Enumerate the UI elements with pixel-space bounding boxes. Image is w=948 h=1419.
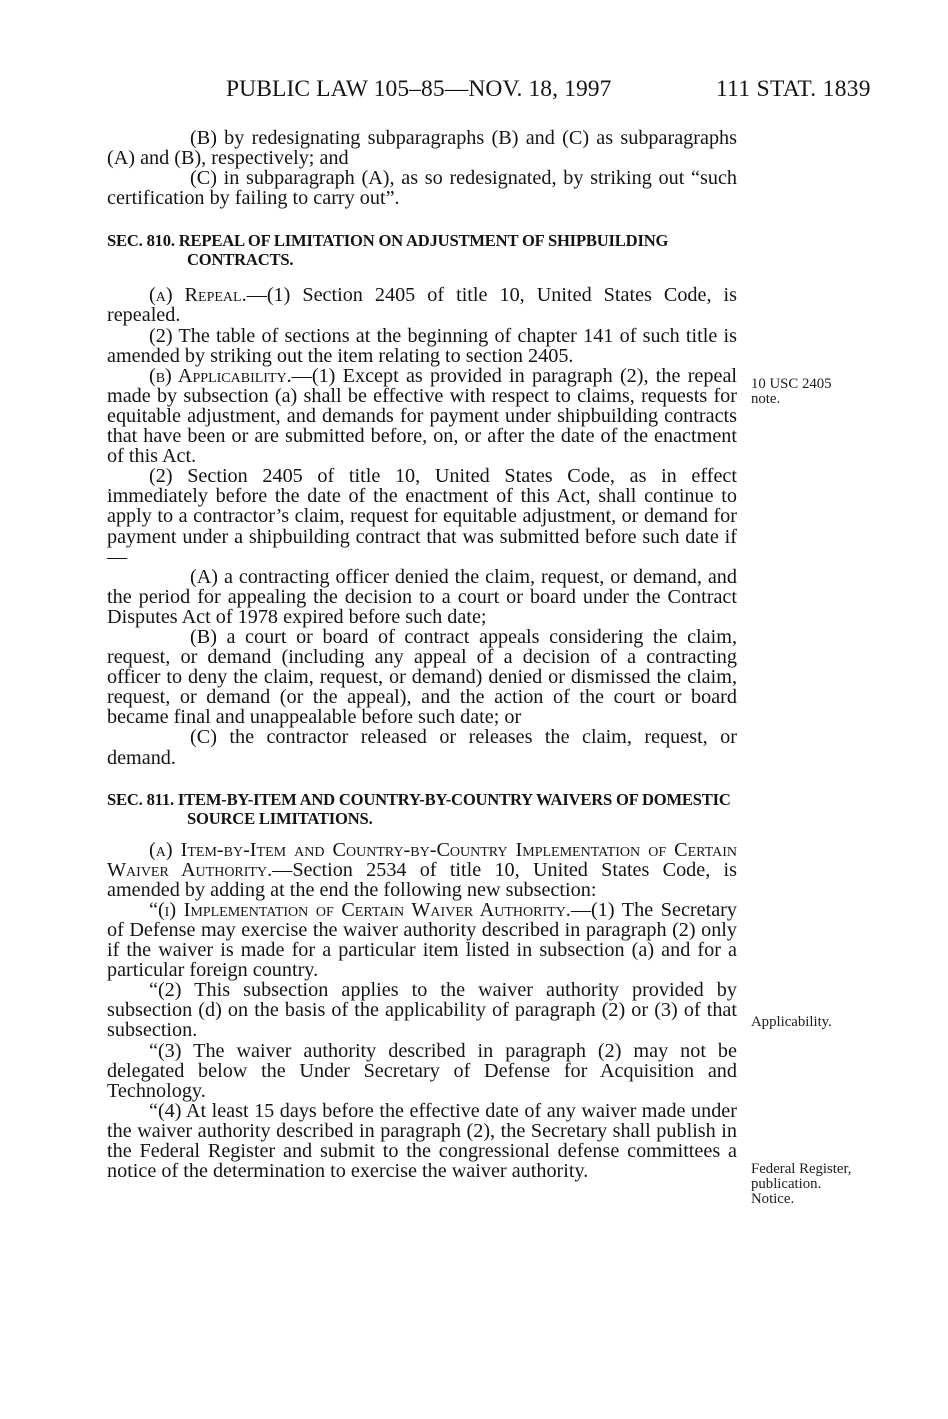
sec810-b-label: (b) Applicability.: [149, 364, 292, 387]
public-law-title: PUBLIC LAW 105–85—NOV. 18, 1997: [226, 76, 612, 102]
sec811-i1: [107, 900, 737, 980]
sec810-a2: (2) The table of sections at the beginning of chapter 141 of such title is amended by striking out the item relating to section 2405.: [107, 324, 737, 367]
margin-note-fr-line1: Federal Register,: [751, 1161, 852, 1177]
sec810-clause-c: (C) the contractor released or releases the claim, request, or demand.: [107, 726, 737, 769]
paragraph-c-striking: (C) in subparagraph (A), as so redesignated, by striking out “such certification by failing to carry out”.: [107, 167, 737, 210]
section-811-heading: SEC. 811. ITEM-BY-ITEM AND COUNTRY-BY-COUNTRY WAIVERS OF DOMESTIC SOURCE LIMITATIONS.: [107, 789, 731, 828]
sec811-i4: “(4) At least 15 days before the effective date of any waiver made under the waiver authority described in paragraph (2), the Secretary shall publish in the Federal Register and submit to the congressional defense committees a notice of the determination to exercise the waiver authority.: [107, 1099, 737, 1183]
sec810-clause-a: (A) a contracting officer denied the claim, request, or demand, and the period for appealing the decision to a court or board under the Contract Disputes Act of 1978 expired before such date;: [107, 565, 737, 628]
sec811-i2: “(2) This subsection applies to the waiver authority provided by subsection (d) on the basis of the applicability of paragraph (2) or (3) of that subsection.: [107, 979, 737, 1042]
sec810-b1: [107, 366, 737, 466]
sec811-i3: “(3) The waiver authority described in paragraph (2) may not be delegated below the Under Secretary of Defense for Acquisition and Technology.: [107, 1039, 737, 1102]
margin-note-federal-register: [751, 1162, 852, 1207]
margin-note-fr-line2: publication.: [751, 1176, 822, 1192]
statute-page-number: 111 STAT. 1839: [716, 76, 871, 102]
sec811-i-label: “(i) Implementation of Certain Waiver Authority.: [149, 898, 571, 921]
section-810-heading: SEC. 810. REPEAL OF LIMITATION ON ADJUSTMENT OF SHIPBUILDING CONTRACTS.: [107, 231, 669, 270]
margin-note-usc-line1: 10 USC 2405: [751, 376, 832, 392]
sec810-b2: (2) Section 2405 of title 10, United States Code, as in effect immediately before the date of the enactment of this Act, shall continue to apply to a contractor’s claim, request for equitable adjustment, or demand for payment under a shipbuilding contract that was submitted before such date if—: [107, 465, 737, 568]
margin-note-applicability: Applicability.: [751, 1014, 832, 1030]
margin-note-fr-line3: Notice.: [751, 1191, 795, 1207]
paragraph-b-redesignate: (B) by redesignating subparagraphs (B) and (C) as subparagraphs (A) and (B), respectively; and: [107, 127, 737, 170]
sec811-i1-text: —(1) The Secretary of Defense may exercise the waiver authority described in paragraph (2) only if the waiver is made for a particular item listed in subsection (a) and for a particular foreign country.: [107, 898, 738, 982]
sec811-a: [107, 840, 737, 900]
page-header: [0, 76, 948, 108]
margin-note-usc-line2: note.: [751, 391, 781, 407]
margin-note-usc: [751, 377, 832, 407]
sec811-a-text: —Section 2534 of title 10, United States Code, is amended by adding at the end the following new subsection:: [107, 858, 737, 901]
sec810-a1: [107, 285, 737, 325]
sec810-b1-text: —(1) Except as provided in paragraph (2), the repeal made by subsection (a) shall be effective with respect to claims, requests for equitable adjustment, and demands for payment under shipbuilding contracts that have been or are submitted before, on, or after the date of the enactment of this Act.: [107, 364, 738, 468]
sec810-clause-b: (B) a court or board of contract appeals considering the claim, request, or demand (including any appeal of a decision of a contracting officer to deny the claim, request, or demand) denied or dismissed the claim, request, or demand (or the appeal), and the action of the court or board became final and unappealable before such date; or: [107, 625, 737, 729]
sec810-a1-text: —(1) Section 2405 of title 10, United States Code, is repealed.: [107, 284, 738, 327]
sec810-a-label: (a) Repeal.: [149, 284, 247, 307]
document-body: [107, 128, 737, 1181]
sec811-a-label: (a) Item-by-Item and Country-by-Country Implementation of Certain Waiver Authority.: [107, 838, 737, 881]
